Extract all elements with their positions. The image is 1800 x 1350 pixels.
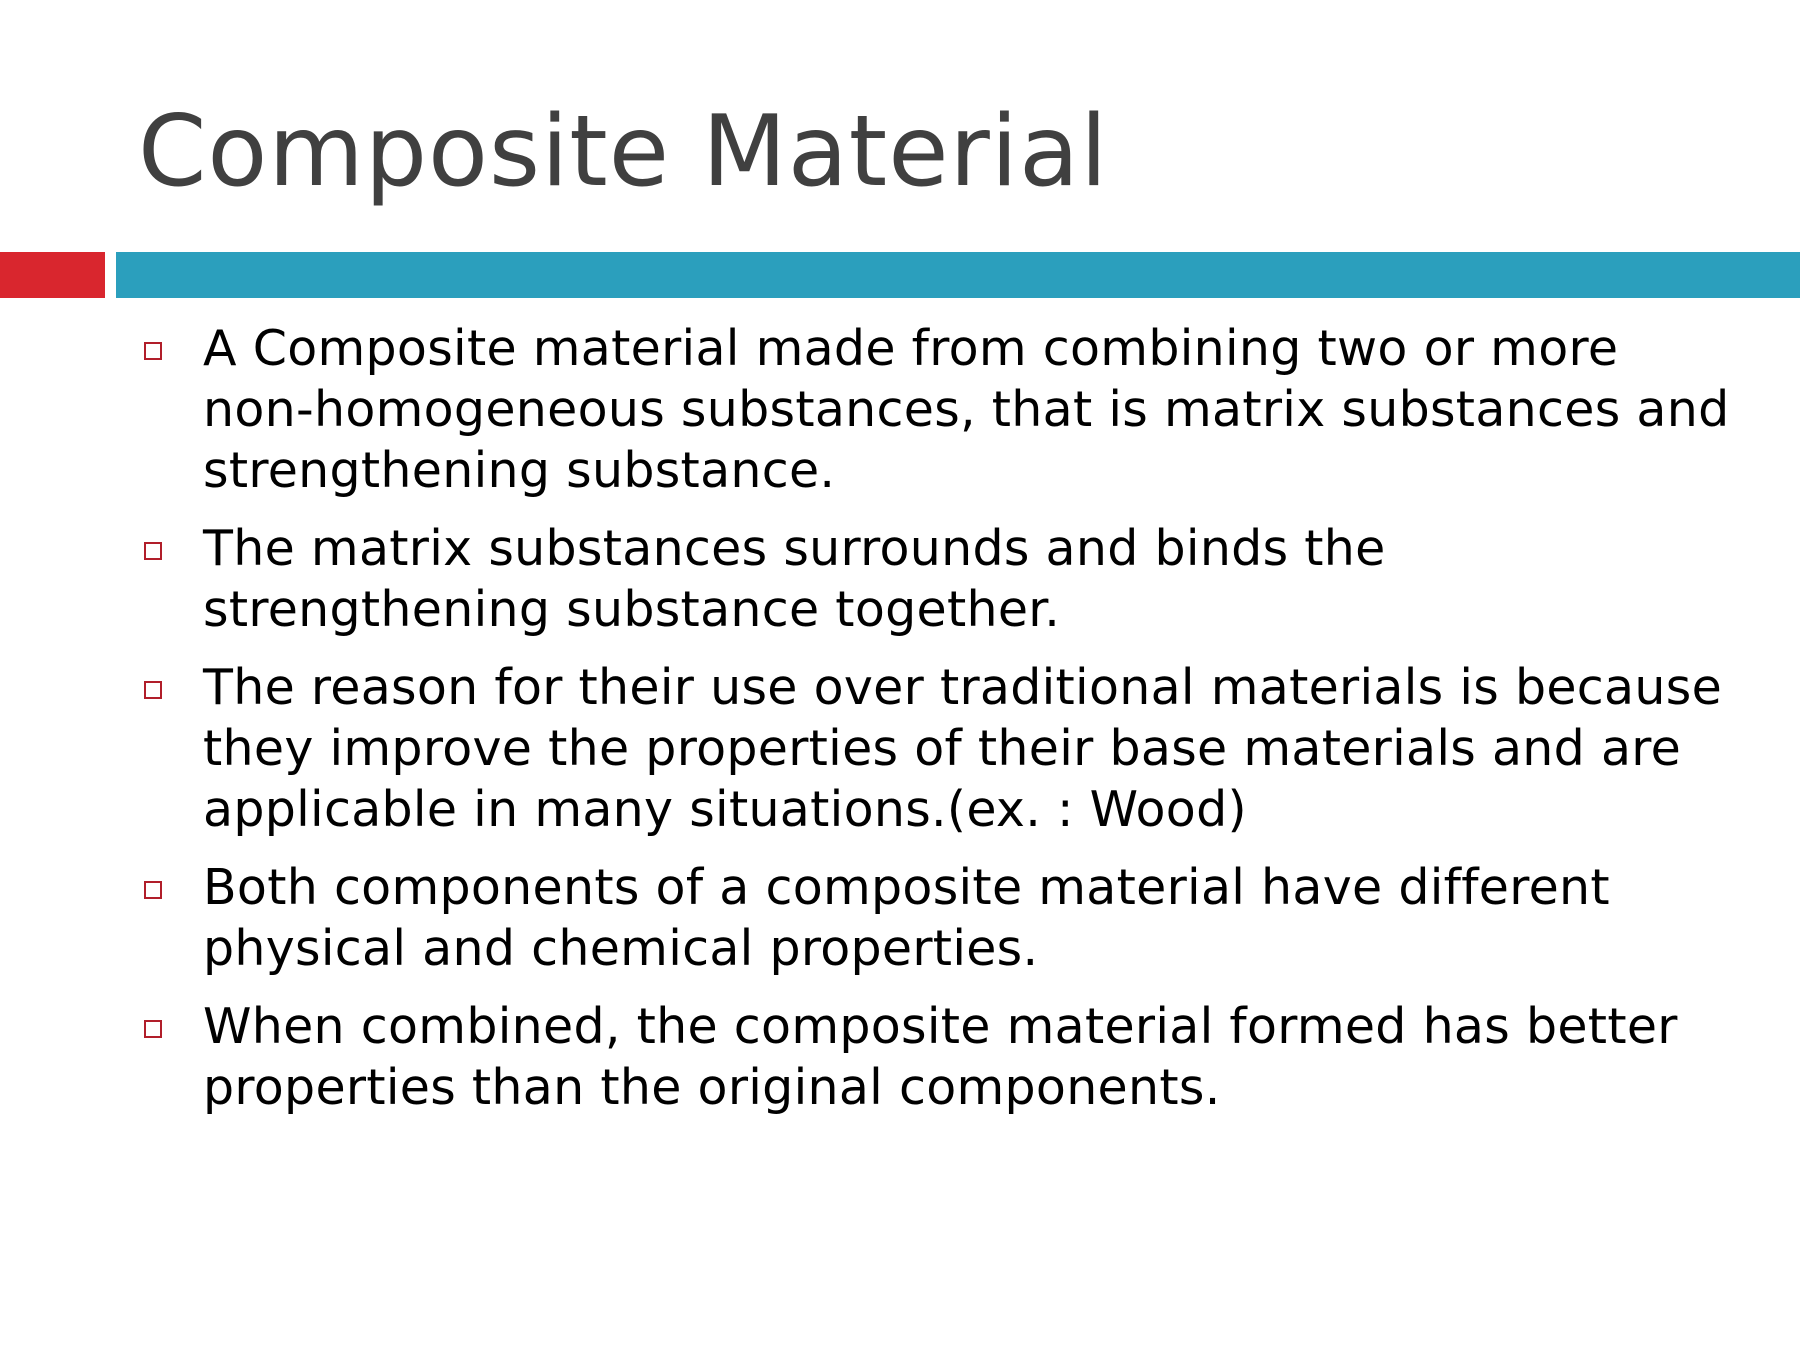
bullet-text: When combined, the composite material formed has better properties than the original components.	[203, 998, 1678, 1116]
bullet-text: Both components of a composite material have different physical and chemical properties.	[203, 859, 1610, 977]
square-outline-icon	[144, 681, 162, 699]
bullet-item	[140, 657, 1740, 840]
accent-bar-red	[0, 252, 105, 298]
bullet-text: The reason for their use over traditional materials is because they improve the properties of their base materials and are applicable in many situations.(ex. : Wood)	[203, 659, 1723, 838]
square-outline-icon	[144, 881, 162, 899]
bullet-item	[140, 857, 1740, 979]
bullet-text: The matrix substances surrounds and binds the strengthening substance together.	[203, 520, 1386, 638]
bullet-list	[140, 318, 1740, 1135]
slide-title: Composite Material	[138, 95, 1109, 209]
bullet-item	[140, 518, 1740, 640]
square-outline-icon	[144, 1020, 162, 1038]
bullet-item	[140, 996, 1740, 1118]
square-outline-icon	[144, 542, 162, 560]
accent-bar-blue	[116, 252, 1800, 298]
square-outline-icon	[144, 342, 162, 360]
bullet-text: A Composite material made from combining two or more non-homogeneous substances, that is matrix substances and strengthening substance.	[203, 320, 1730, 499]
bullet-item	[140, 318, 1740, 501]
